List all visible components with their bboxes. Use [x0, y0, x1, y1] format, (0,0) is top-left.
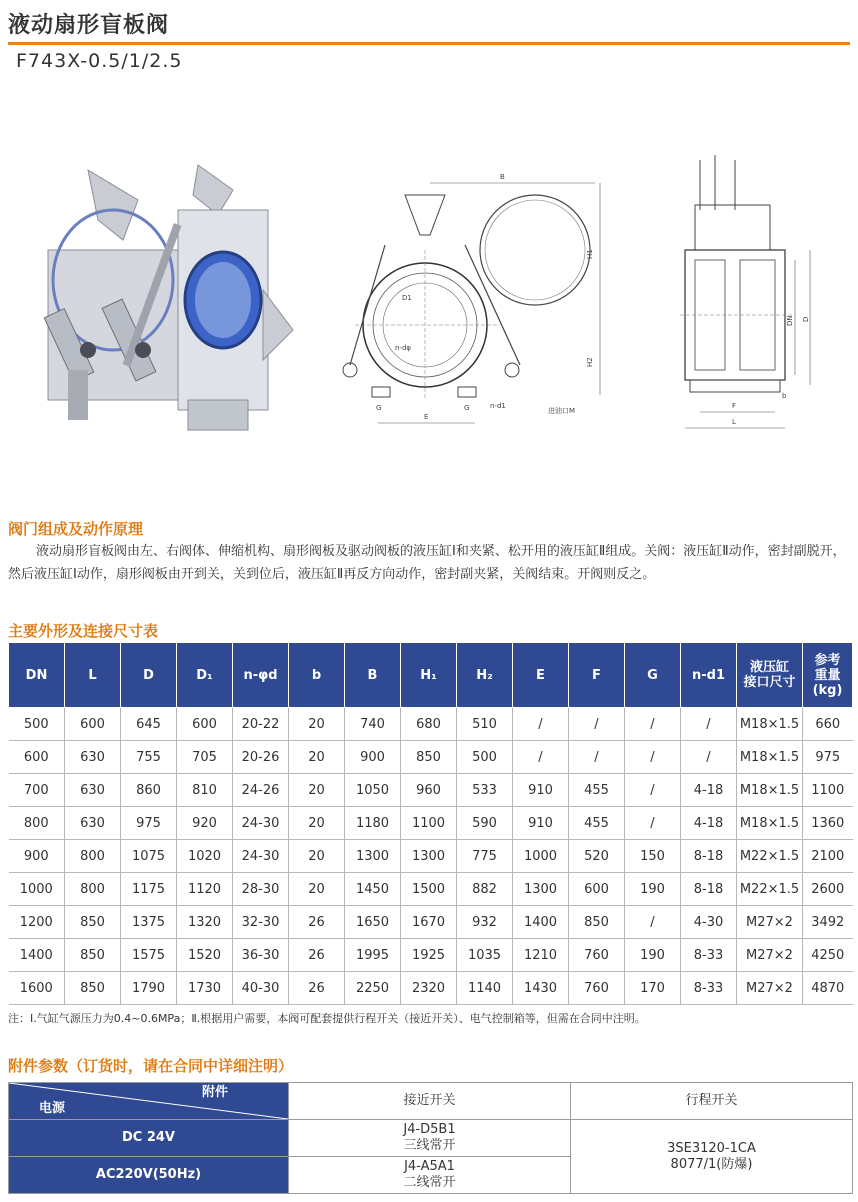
table-cell: 1925: [401, 939, 457, 972]
table-cell: 4-18: [681, 774, 737, 807]
table-row: [9, 939, 853, 972]
table-cell: 600: [177, 708, 233, 741]
table-cell: 2100: [803, 840, 853, 873]
table-cell: 1400: [513, 906, 569, 939]
table-cell: 900: [9, 840, 65, 873]
table-cell: M18×1.5: [737, 741, 803, 774]
table-cell: 170: [625, 972, 681, 1005]
table-cell: 1020: [177, 840, 233, 873]
table-cell: 4-18: [681, 807, 737, 840]
dims-header-cell: n-φd: [233, 643, 289, 708]
table-cell: 932: [457, 906, 513, 939]
table-cell: 24-26: [233, 774, 289, 807]
table-cell: 700: [9, 774, 65, 807]
table-cell: /: [569, 708, 625, 741]
table-cell: 800: [65, 873, 121, 906]
proximity-dc-type: 三线常开: [403, 1138, 456, 1153]
table-cell: 645: [121, 708, 177, 741]
table-cell: /: [625, 807, 681, 840]
dims-header-cell: n-d1: [681, 643, 737, 708]
proximity-dc-model: J4-D5B1: [403, 1122, 456, 1137]
table-cell: 20-22: [233, 708, 289, 741]
table-cell: 910: [513, 807, 569, 840]
table-cell: 190: [625, 873, 681, 906]
accessories-heading: 附件参数（订货时，请在合同中详细注明）: [8, 1057, 294, 1075]
table-cell: 1300: [401, 840, 457, 873]
table-cell: 520: [569, 840, 625, 873]
table-cell: 1000: [9, 873, 65, 906]
table-cell: 1790: [121, 972, 177, 1005]
table-cell: 4250: [803, 939, 853, 972]
table-cell: 600: [569, 873, 625, 906]
table-cell: 910: [513, 774, 569, 807]
dims-header-cell: H₂: [457, 643, 513, 708]
table-cell: M22×1.5: [737, 873, 803, 906]
table-cell: 975: [121, 807, 177, 840]
table-cell: 600: [65, 708, 121, 741]
dimensions-table: [8, 642, 853, 1005]
table-cell: 8-33: [681, 939, 737, 972]
table-cell: 810: [177, 774, 233, 807]
front-view-drawing: [330, 165, 620, 435]
table-cell: 850: [65, 972, 121, 1005]
table-cell: 1200: [9, 906, 65, 939]
table-cell: 20: [289, 873, 345, 906]
dim-e-label: E: [424, 413, 429, 421]
table-cell: 755: [121, 741, 177, 774]
table-cell: 1600: [9, 972, 65, 1005]
dim-nd1-label: n-d1: [490, 402, 506, 410]
table-cell: 1100: [803, 774, 853, 807]
table-cell: 500: [457, 741, 513, 774]
table-cell: 8-18: [681, 873, 737, 906]
table-cell: M27×2: [737, 906, 803, 939]
table-cell: 1995: [345, 939, 401, 972]
table-cell: 680: [401, 708, 457, 741]
proximity-ac-type: 二线常开: [403, 1175, 456, 1190]
table-cell: 760: [569, 972, 625, 1005]
table-cell: 1650: [345, 906, 401, 939]
table-cell: 600: [9, 741, 65, 774]
table-cell: 1000: [513, 840, 569, 873]
accessories-corner-cell: [9, 1083, 289, 1120]
table-cell: 1450: [345, 873, 401, 906]
dim-f-label: F: [732, 402, 737, 410]
col-travel-header: 行程开关: [571, 1083, 853, 1120]
dim-l-label: L: [732, 418, 736, 426]
table-cell: 150: [625, 840, 681, 873]
table-cell: 8-33: [681, 972, 737, 1005]
table-row: [9, 906, 853, 939]
table-cell: /: [569, 741, 625, 774]
table-cell: /: [681, 741, 737, 774]
table-cell: /: [625, 741, 681, 774]
table-cell: 1320: [177, 906, 233, 939]
table-cell: 1520: [177, 939, 233, 972]
side-view-drawing: [670, 150, 840, 440]
table-cell: 705: [177, 741, 233, 774]
table-cell: 1500: [401, 873, 457, 906]
table-cell: 40-30: [233, 972, 289, 1005]
table-cell: 1375: [121, 906, 177, 939]
dim-g1-label: G: [376, 404, 382, 412]
table-cell: 1300: [513, 873, 569, 906]
table-cell: 1300: [345, 840, 401, 873]
table-cell: 1670: [401, 906, 457, 939]
title-divider: [8, 42, 850, 45]
table-row: [9, 741, 853, 774]
proximity-ac-cell: [289, 1157, 571, 1194]
table-cell: 800: [9, 807, 65, 840]
table-row: [9, 972, 853, 1005]
table-row: [9, 708, 853, 741]
table-cell: M27×2: [737, 972, 803, 1005]
dim-dn-label: DN: [786, 315, 794, 326]
table-cell: 800: [65, 840, 121, 873]
table-cell: 775: [457, 840, 513, 873]
table-cell: 1210: [513, 939, 569, 972]
power-ac-cell: AC220V(50Hz): [9, 1157, 289, 1194]
corner-accessory-label: 附件: [201, 1085, 228, 1100]
table-note: 注：Ⅰ.气缸气源压力为0.4~0.6MPa；Ⅱ.根据用户需要，本阀可配套提供行程开关（接近开关）、电气控制箱等，但需在合同中注明。: [8, 1012, 646, 1025]
table-cell: 590: [457, 807, 513, 840]
table-row: [9, 807, 853, 840]
dims-header-cell: b: [289, 643, 345, 708]
table-cell: 1180: [345, 807, 401, 840]
table-cell: 455: [569, 807, 625, 840]
table-cell: 1175: [121, 873, 177, 906]
table-cell: 20: [289, 708, 345, 741]
table-cell: 850: [65, 906, 121, 939]
table-cell: 20-26: [233, 741, 289, 774]
col-proximity-header: 接近开关: [289, 1083, 571, 1120]
travel-switch-variant: 8077/1(防爆): [670, 1156, 753, 1172]
table-cell: 26: [289, 906, 345, 939]
table-cell: 630: [65, 774, 121, 807]
dim-h2-label: H2: [586, 357, 594, 367]
table-cell: 660: [803, 708, 853, 741]
table-cell: 900: [345, 741, 401, 774]
dim-b-label: B: [500, 173, 505, 181]
table-cell: 455: [569, 774, 625, 807]
table-cell: 1360: [803, 807, 853, 840]
dim-d1-label: D1: [402, 294, 412, 302]
table-cell: 4-30: [681, 906, 737, 939]
table-cell: 533: [457, 774, 513, 807]
table-cell: 26: [289, 972, 345, 1005]
dims-header-cell: 参考 重量 (kg): [803, 643, 853, 708]
table-cell: 3492: [803, 906, 853, 939]
model-number: F743X-0.5/1/2.5: [16, 50, 183, 72]
dim-h1-label: H1: [586, 249, 594, 259]
table-cell: 850: [401, 741, 457, 774]
table-cell: 510: [457, 708, 513, 741]
dims-header-cell: F: [569, 643, 625, 708]
travel-switch-cell: [571, 1120, 853, 1194]
dims-header-cell: L: [65, 643, 121, 708]
table-cell: 36-30: [233, 939, 289, 972]
table-cell: 1730: [177, 972, 233, 1005]
dim-nd-label: n-dφ: [395, 344, 412, 352]
table-cell: 20: [289, 807, 345, 840]
table-cell: 882: [457, 873, 513, 906]
table-cell: 850: [65, 939, 121, 972]
table-cell: 1100: [401, 807, 457, 840]
valve-photo: [28, 160, 298, 440]
table-cell: 850: [569, 906, 625, 939]
corner-power-label: 电源: [39, 1101, 66, 1116]
power-dc-cell: DC 24V: [9, 1120, 289, 1157]
table-cell: 630: [65, 741, 121, 774]
dim-g2-label: G: [464, 404, 470, 412]
table-cell: 24-30: [233, 840, 289, 873]
table-row: [9, 873, 853, 906]
accessories-table: [8, 1082, 853, 1194]
table-cell: 2600: [803, 873, 853, 906]
proximity-ac-model: J4-A5A1: [404, 1159, 455, 1174]
table-cell: 1430: [513, 972, 569, 1005]
table-cell: M27×2: [737, 939, 803, 972]
table-cell: 2250: [345, 972, 401, 1005]
table-cell: 2320: [401, 972, 457, 1005]
table-cell: 20: [289, 840, 345, 873]
table-cell: 760: [569, 939, 625, 972]
table-cell: 1075: [121, 840, 177, 873]
table-cell: /: [681, 708, 737, 741]
dims-header-cell: G: [625, 643, 681, 708]
dimensions-heading: 主要外形及连接尺寸表: [8, 622, 159, 640]
table-row: [9, 840, 853, 873]
table-cell: 500: [9, 708, 65, 741]
table-cell: 920: [177, 807, 233, 840]
table-cell: 740: [345, 708, 401, 741]
table-cell: 1050: [345, 774, 401, 807]
table-cell: 1575: [121, 939, 177, 972]
dims-header-cell: H₁: [401, 643, 457, 708]
dims-header-cell: 液压缸 接口尺寸: [737, 643, 803, 708]
table-cell: 630: [65, 807, 121, 840]
table-cell: /: [513, 741, 569, 774]
proximity-dc-cell: [289, 1120, 571, 1157]
inlet-label: 进油口M: [548, 407, 576, 415]
principle-heading: 阀门组成及动作原理: [8, 520, 144, 538]
table-cell: 28-30: [233, 873, 289, 906]
table-cell: M18×1.5: [737, 708, 803, 741]
table-cell: /: [625, 774, 681, 807]
table-cell: 4870: [803, 972, 853, 1005]
table-cell: 24-30: [233, 807, 289, 840]
table-row: [9, 774, 853, 807]
table-cell: /: [625, 708, 681, 741]
dim-d-label: D: [802, 316, 810, 322]
travel-switch-model: 3SE3120-1CA: [667, 1140, 756, 1156]
page-title: 液动扇形盲板阀: [8, 13, 170, 38]
dims-header-cell: B: [345, 643, 401, 708]
table-cell: 32-30: [233, 906, 289, 939]
table-cell: 1400: [9, 939, 65, 972]
dims-header-cell: D₁: [177, 643, 233, 708]
dims-header-cell: E: [513, 643, 569, 708]
table-cell: M18×1.5: [737, 807, 803, 840]
table-cell: M22×1.5: [737, 840, 803, 873]
table-cell: M18×1.5: [737, 774, 803, 807]
table-cell: 1120: [177, 873, 233, 906]
table-cell: 20: [289, 741, 345, 774]
table-cell: 860: [121, 774, 177, 807]
principle-text: 液动扇形盲板阀由左、右阀体、伸缩机构、扇形阀板及驱动阀板的液压缸Ⅰ和夹紧、松开用的液压缸Ⅱ组成。关阀：液压缸Ⅱ动作，密封副脱开，然后液压缸Ⅰ动作，扇形阀板由开到关，关到位后，液压缸Ⅱ再反方向动作，密封副夹紧，关阀结束。开阀则反之。: [8, 544, 846, 582]
table-cell: 960: [401, 774, 457, 807]
table-cell: 1140: [457, 972, 513, 1005]
dims-header-cell: D: [121, 643, 177, 708]
table-cell: 20: [289, 774, 345, 807]
dims-header-cell: DN: [9, 643, 65, 708]
table-cell: 8-18: [681, 840, 737, 873]
table-cell: 26: [289, 939, 345, 972]
table-cell: 975: [803, 741, 853, 774]
table-cell: 1035: [457, 939, 513, 972]
table-cell: /: [513, 708, 569, 741]
dim-b-side-label: b: [782, 392, 787, 400]
table-cell: 190: [625, 939, 681, 972]
table-cell: /: [625, 906, 681, 939]
